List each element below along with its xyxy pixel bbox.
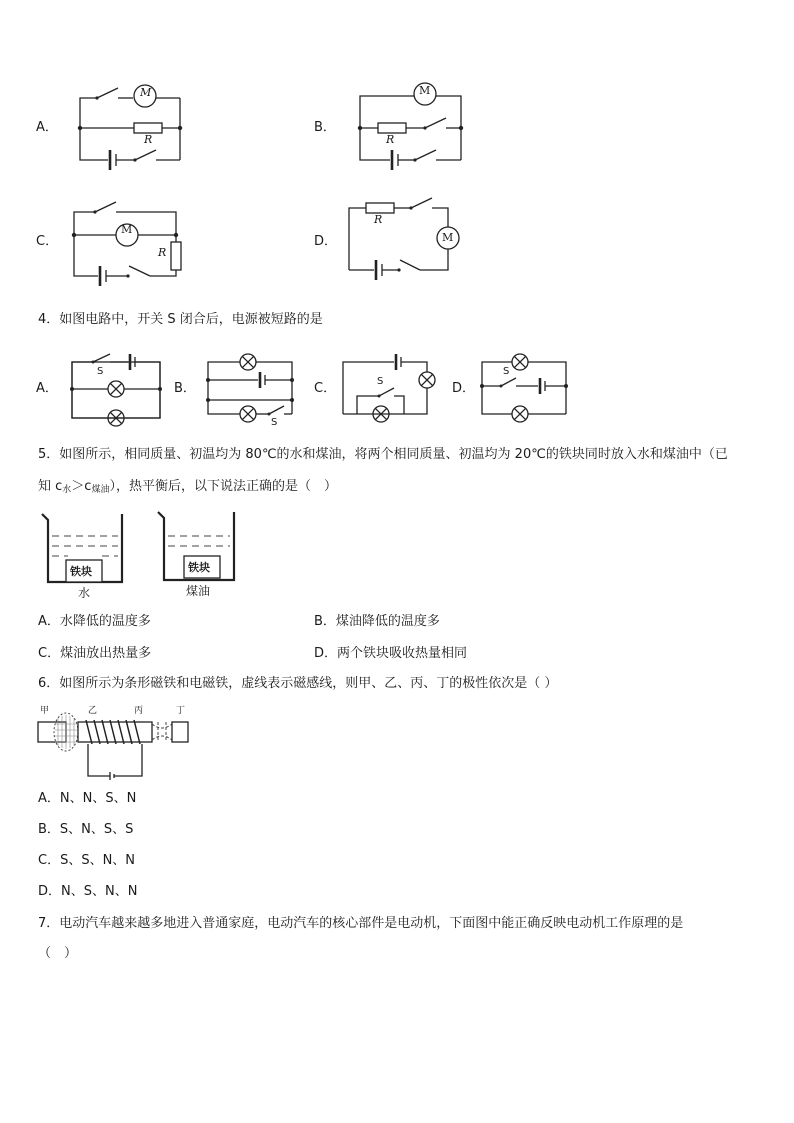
q7-question-line2: （ ） bbox=[38, 946, 78, 961]
q4-option-b-label: B． bbox=[174, 381, 196, 396]
q5-line2-post: ），热平衡后，以下说法正确的是（ ） bbox=[109, 479, 337, 494]
q6-option-b[interactable]: B．S、N、S、S bbox=[38, 822, 134, 837]
q4-option-c-label: C． bbox=[314, 381, 337, 396]
q6-label-bing: 丙 bbox=[134, 706, 144, 716]
q6-label-ding: 丁 bbox=[176, 706, 186, 716]
q6-option-a[interactable]: A．N、N、S、N bbox=[38, 791, 137, 806]
q4-option-a-label: A． bbox=[36, 381, 58, 396]
q5-question-line1: 5．如图所示，相同质量、初温均为 80℃的水和煤油，将两个相同质量、初温均为 20℃的铁块同时放入水和煤油中（已 bbox=[38, 447, 728, 462]
q5-line2-pre: 知 c bbox=[38, 479, 63, 494]
q3-b-motor-label: M bbox=[419, 84, 431, 97]
q6-label-jia: 甲 bbox=[40, 706, 50, 716]
q3-d-resistor-label: R bbox=[374, 213, 383, 226]
q4-option-d-label: D． bbox=[452, 381, 476, 396]
q5-option-c[interactable]: C．煤油放出热量多 bbox=[38, 646, 152, 661]
q4-c-switch-label: S bbox=[377, 376, 384, 387]
q3-option-c-label: C． bbox=[36, 234, 59, 249]
q5-sub-water: 水 bbox=[62, 485, 72, 495]
q5-oil-label: 煤油 bbox=[186, 584, 211, 598]
q3-a-resistor-label: R bbox=[144, 133, 153, 146]
q5-option-a[interactable]: A．水降低的温度多 bbox=[38, 614, 151, 629]
q3-c-motor-label: M bbox=[121, 223, 133, 236]
q3-option-a-label: A． bbox=[36, 120, 58, 135]
q4-a-switch-label: S bbox=[97, 366, 104, 377]
q3-option-b-label: B． bbox=[314, 120, 336, 135]
q3-b-resistor-label: R bbox=[386, 133, 395, 146]
q3-option-d-label: D． bbox=[314, 234, 338, 249]
q5-oil-block-label: 铁块 bbox=[188, 561, 210, 574]
q7-question-line1: 7．电动汽车越来越多地进入普通家庭，电动汽车的核心部件是电动机，下面图中能正确反映电动机工作原理的是 bbox=[38, 916, 684, 931]
q5-option-b[interactable]: B．煤油降低的温度多 bbox=[314, 614, 440, 629]
q6-option-d[interactable]: D．N、S、N、N bbox=[38, 884, 138, 899]
q3-d-motor-label: M bbox=[442, 231, 454, 244]
q3-a-motor-label: M bbox=[140, 86, 152, 99]
q3-c-resistor-label: R bbox=[158, 246, 167, 259]
q5-water-block-label: 铁块 bbox=[70, 565, 92, 578]
q4-b-switch-label: S bbox=[271, 417, 278, 428]
q5-option-d[interactable]: D．两个铁块吸收热量相同 bbox=[314, 646, 468, 661]
q4-d-switch-label: S bbox=[503, 366, 510, 377]
q6-option-c[interactable]: C．S、S、N、N bbox=[38, 853, 136, 868]
q6-label-yi: 乙 bbox=[88, 706, 98, 716]
q5-water-label: 水 bbox=[78, 586, 91, 600]
q4-question-text: 4．如图电路中，开关 S 闭合后，电源被短路的是 bbox=[38, 312, 323, 327]
q5-gt: ＞c bbox=[71, 479, 92, 494]
q6-question-text: 6．如图所示为条形磁铁和电磁铁，虚线表示磁感线，则甲、乙、丙、丁的极性依次是（ ） bbox=[38, 676, 558, 691]
q5-sub-oil: 煤油 bbox=[91, 485, 110, 495]
